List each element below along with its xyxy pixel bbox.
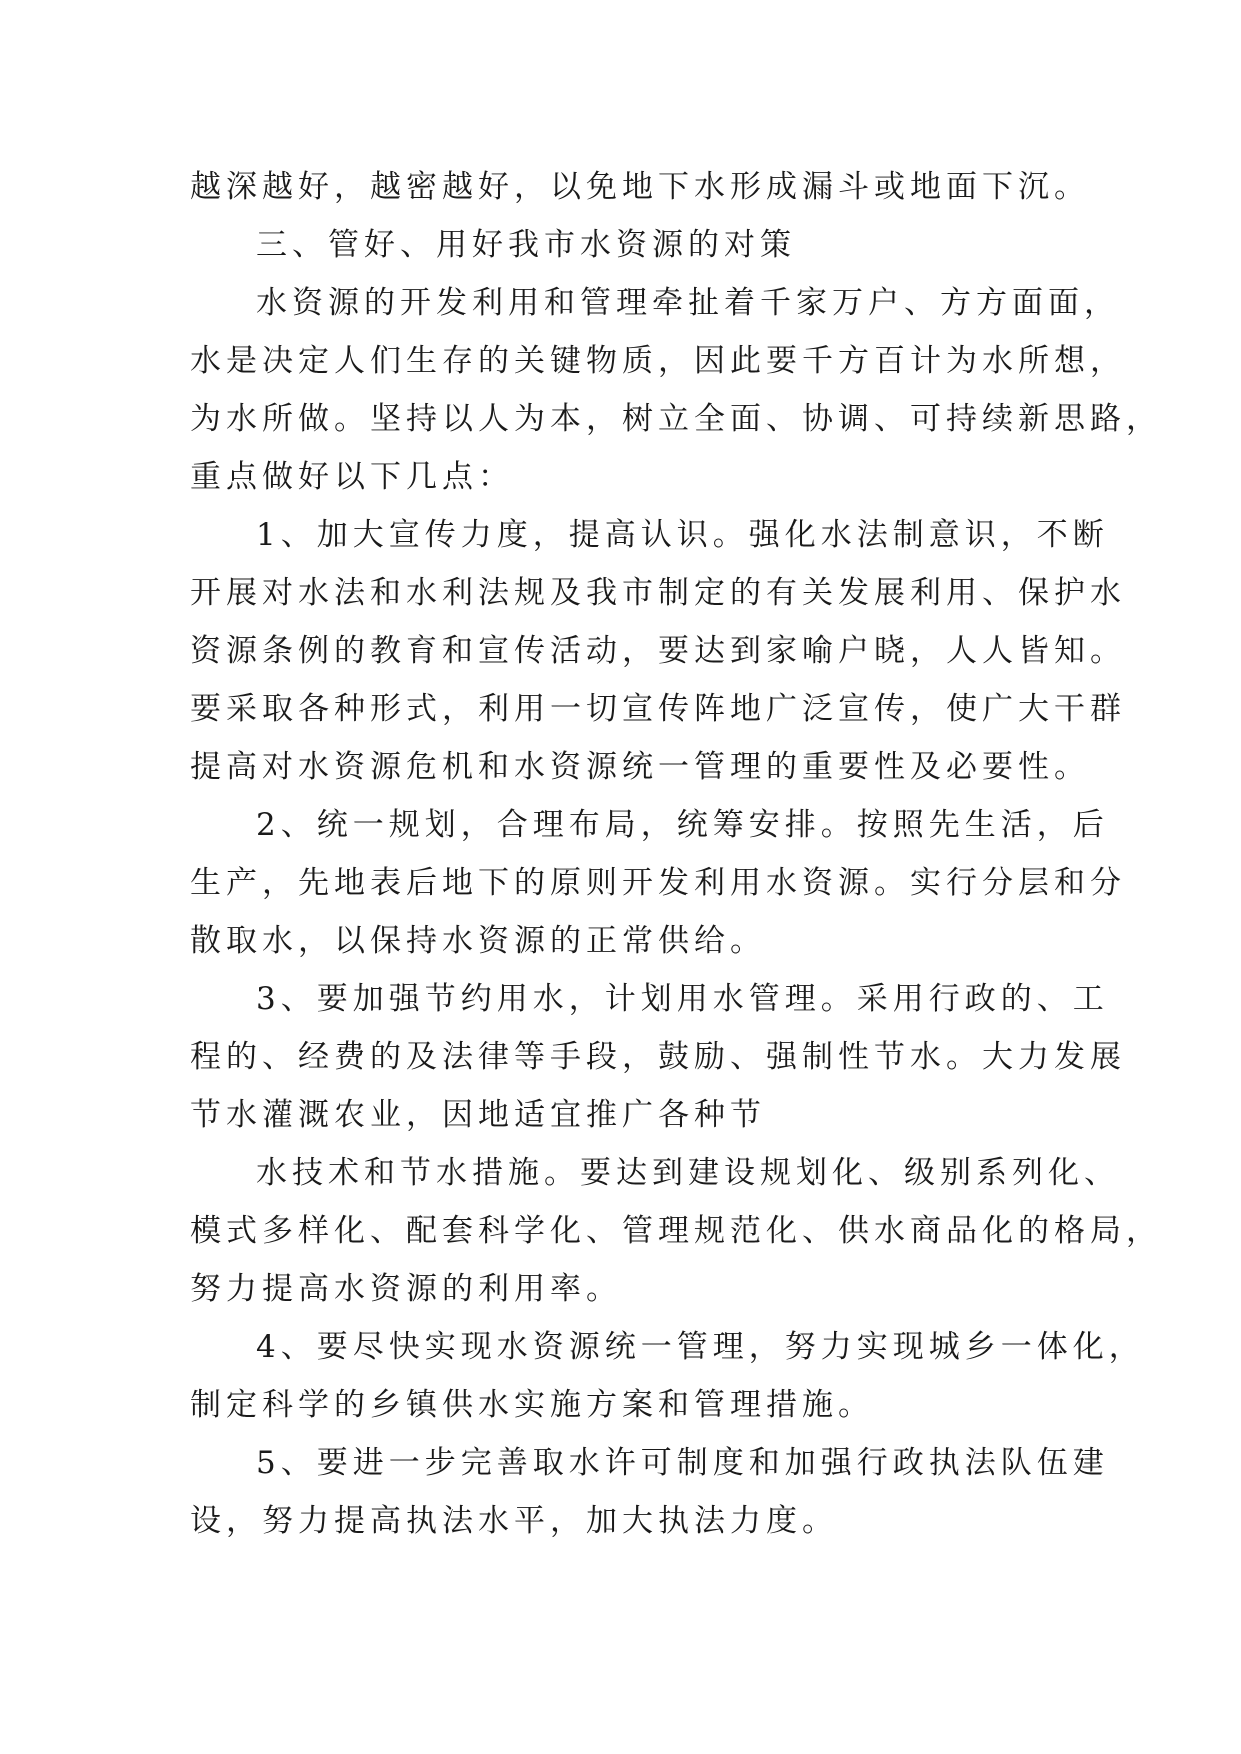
text-line: 4、要尽快实现水资源统一管理，努力实现城乡一体化，: [256, 1329, 1145, 1365]
text-line: 开展对水法和水利法规及我市制定的有关发展利用、保护水: [190, 575, 1126, 611]
section-heading: 三、管好、用好我市水资源的对策: [256, 227, 796, 263]
text-line: 3、要加强节约用水，计划用水管理。采用行政的、工: [256, 981, 1109, 1017]
text-line: 设，努力提高执法水平，加大执法力度。: [190, 1503, 838, 1539]
text-line: 生产，先地表后地下的原则开发利用水资源。实行分层和分: [190, 865, 1126, 901]
text-line: 2、统一规划，合理布局，统筹安排。按照先生活，后: [256, 807, 1109, 843]
text-line: 水资源的开发利用和管理牵扯着千家万户、方方面面，: [256, 285, 1120, 321]
text-line: 5、要进一步完善取水许可制度和加强行政执法队伍建: [256, 1445, 1109, 1481]
text-line: 节水灌溉农业，因地适宜推广各种节: [190, 1097, 766, 1133]
text-line: 资源条例的教育和宣传活动，要达到家喻户晓，人人皆知。: [190, 633, 1126, 669]
text-line: 重点做好以下几点：: [190, 459, 514, 495]
text-line: 1、加大宣传力度，提高认识。强化水法制意识，不断: [256, 517, 1109, 553]
text-line: 程的、经费的及法律等手段，鼓励、强制性节水。大力发展: [190, 1039, 1126, 1075]
text-line: 制定科学的乡镇供水实施方案和管理措施。: [190, 1387, 874, 1423]
text-line: 模式多样化、配套科学化、管理规范化、供水商品化的格局，: [190, 1213, 1162, 1249]
text-line: 要采取各种形式，利用一切宣传阵地广泛宣传，使广大干群: [190, 691, 1126, 727]
text-line: 越深越好，越密越好，以免地下水形成漏斗或地面下沉。: [190, 169, 1090, 205]
text-line: 水技术和节水措施。要达到建设规划化、级别系列化、: [256, 1155, 1120, 1191]
text-line: 为水所做。坚持以人为本，树立全面、协调、可持续新思路，: [190, 401, 1162, 437]
text-line: 努力提高水资源的利用率。: [190, 1271, 622, 1307]
text-line: 散取水，以保持水资源的正常供给。: [190, 923, 766, 959]
text-line: 提高对水资源危机和水资源统一管理的重要性及必要性。: [190, 749, 1090, 785]
text-line: 水是决定人们生存的关键物质，因此要千方百计为水所想，: [190, 343, 1126, 379]
document-body: [190, 158, 1162, 1550]
